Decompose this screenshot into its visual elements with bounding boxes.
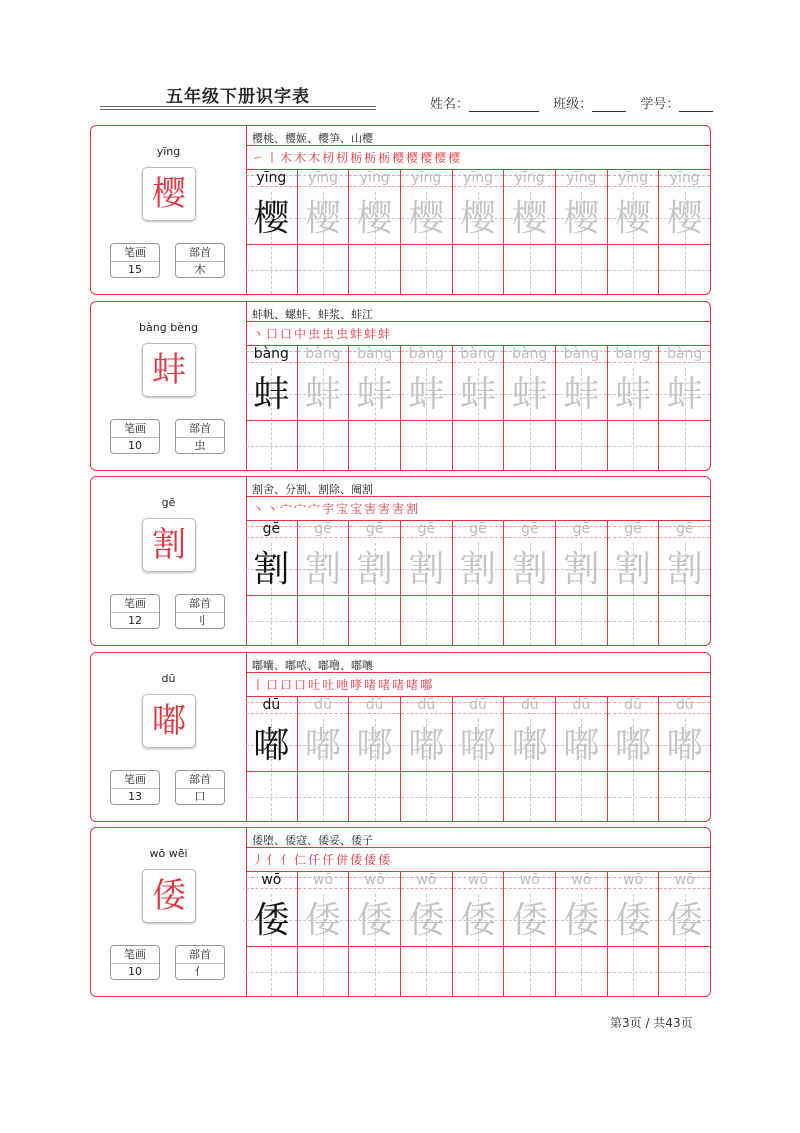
practice-panel bbox=[246, 126, 710, 294]
practice-cell[interactable] bbox=[608, 520, 660, 645]
radical: 部首 刂 bbox=[175, 594, 225, 629]
stroke-step: 丶 bbox=[266, 502, 281, 516]
stroke-count: 笔画 15 bbox=[110, 243, 160, 278]
stroke-step: 哮 bbox=[350, 678, 365, 692]
character-card bbox=[90, 125, 711, 295]
stroke-step: 蚌 bbox=[364, 327, 379, 341]
stroke-step: 宝 bbox=[336, 502, 351, 516]
trace-character: 割 bbox=[408, 549, 445, 590]
practice-cell[interactable] bbox=[504, 520, 556, 645]
character-info-panel bbox=[91, 653, 247, 821]
trace-character: 蚌 bbox=[356, 374, 393, 415]
stroke-step: 宝 bbox=[350, 502, 365, 516]
radical: 部首 虫 bbox=[175, 419, 225, 454]
example-words: 割舍、分割、割除、阉割 bbox=[252, 483, 373, 496]
radical: 部首 口 bbox=[175, 770, 225, 805]
stroke-step: 栃 bbox=[364, 151, 379, 165]
practice-cell[interactable] bbox=[246, 520, 298, 645]
practice-grid bbox=[246, 169, 710, 294]
trace-character: 蚌 bbox=[408, 374, 445, 415]
cell-pinyin: gē bbox=[520, 521, 539, 537]
stroke-order bbox=[252, 325, 392, 342]
practice-cell[interactable] bbox=[659, 696, 710, 821]
student-info bbox=[430, 93, 713, 112]
practice-cell[interactable] bbox=[349, 696, 401, 821]
trace-character: 嘟 bbox=[460, 725, 497, 766]
trace-character: 嘟 bbox=[253, 725, 290, 766]
character-box bbox=[142, 694, 196, 748]
stroke-step: 仟 bbox=[308, 853, 323, 867]
trace-character: 倭 bbox=[356, 900, 393, 941]
stroke-step: 中 bbox=[294, 327, 309, 341]
stroke-step: 啫 bbox=[364, 678, 379, 692]
cell-pinyin: wō bbox=[571, 872, 592, 888]
practice-cell[interactable] bbox=[556, 520, 608, 645]
character-box bbox=[142, 518, 196, 572]
trace-character: 倭 bbox=[460, 900, 497, 941]
trace-character: 嘟 bbox=[511, 725, 548, 766]
trace-character: 蚌 bbox=[305, 374, 342, 415]
practice-grid bbox=[246, 345, 710, 470]
trace-character: 嘟 bbox=[356, 725, 393, 766]
practice-cell[interactable] bbox=[401, 345, 453, 470]
trace-character: 割 bbox=[615, 549, 652, 590]
character-pinyin: dū bbox=[161, 672, 176, 685]
character-pinyin: gē bbox=[161, 496, 176, 509]
practice-cell[interactable] bbox=[298, 169, 350, 294]
cell-pinyin: gē bbox=[572, 521, 591, 537]
stroke-step: 丶 bbox=[252, 502, 267, 516]
cell-pinyin: dū bbox=[469, 697, 487, 713]
trace-character: 樱 bbox=[356, 198, 393, 239]
character-pinyin: yīng bbox=[156, 145, 181, 158]
cell-pinyin: gē bbox=[417, 521, 436, 537]
stroke-step: 倭 bbox=[378, 853, 393, 867]
practice-cell[interactable] bbox=[298, 871, 350, 996]
trace-character: 倭 bbox=[563, 900, 600, 941]
stroke-step: 倭 bbox=[364, 853, 379, 867]
cell-pinyin: wō bbox=[468, 872, 489, 888]
practice-cell[interactable] bbox=[504, 696, 556, 821]
cell-pinyin: wō bbox=[519, 872, 540, 888]
practice-cell[interactable] bbox=[246, 345, 298, 470]
practice-cell[interactable] bbox=[298, 520, 350, 645]
trace-character: 樱 bbox=[666, 198, 703, 239]
cell-pinyin: yīng bbox=[308, 170, 338, 186]
stroke-count: 笔画 12 bbox=[110, 594, 160, 629]
character: 樱 bbox=[152, 174, 186, 214]
stroke-order bbox=[252, 500, 420, 517]
stroke-step: 栃 bbox=[350, 151, 365, 165]
practice-cell[interactable] bbox=[401, 696, 453, 821]
character-card bbox=[90, 301, 711, 471]
cell-pinyin: gē bbox=[262, 521, 281, 537]
id-label: 学号： bbox=[640, 97, 680, 112]
character-box bbox=[142, 869, 196, 923]
practice-cell[interactable] bbox=[401, 520, 453, 645]
name-label: 姓名： bbox=[430, 97, 470, 112]
stroke-step: 害 bbox=[364, 502, 379, 516]
stroke-step: 杒 bbox=[336, 151, 351, 165]
stroke-step: 蚌 bbox=[378, 327, 393, 341]
stroke-step: 樱 bbox=[406, 151, 421, 165]
practice-cell[interactable] bbox=[453, 871, 505, 996]
stroke-step: 吐 bbox=[322, 678, 337, 692]
trace-character: 蚌 bbox=[460, 374, 497, 415]
cell-pinyin: bàng bbox=[460, 346, 496, 362]
cell-pinyin: bàng bbox=[512, 346, 548, 362]
practice-cell[interactable] bbox=[608, 345, 660, 470]
stroke-step: 樱 bbox=[448, 151, 463, 165]
stroke-step: 樱 bbox=[434, 151, 449, 165]
stroke-order bbox=[252, 149, 462, 166]
trace-character: 樱 bbox=[563, 198, 600, 239]
character-card bbox=[90, 652, 711, 822]
trace-character: 嘟 bbox=[305, 725, 342, 766]
stroke-step: 仟 bbox=[322, 853, 337, 867]
character: 嘟 bbox=[152, 701, 186, 741]
stroke-step: 丶 bbox=[252, 327, 267, 341]
practice-cell[interactable] bbox=[246, 871, 298, 996]
cell-pinyin: wō bbox=[416, 872, 437, 888]
trace-character: 樱 bbox=[305, 198, 342, 239]
character-box bbox=[142, 343, 196, 397]
stroke-step: 嘟 bbox=[420, 678, 435, 692]
practice-grid bbox=[246, 520, 710, 645]
example-words: 倭堕、倭寇、倭妥、倭子 bbox=[252, 834, 373, 847]
stroke-step: 口 bbox=[266, 678, 281, 692]
example-words: 蚌帆、螺蚌、蚌浆、蚌江 bbox=[252, 308, 373, 321]
practice-cell[interactable] bbox=[349, 871, 401, 996]
cell-pinyin: dū bbox=[520, 697, 539, 713]
cell-pinyin: yīng bbox=[463, 170, 493, 186]
cell-pinyin: bàng bbox=[563, 346, 599, 362]
trace-character: 蚌 bbox=[615, 374, 652, 415]
practice-cell[interactable] bbox=[453, 169, 505, 294]
example-words: 樱桃、樱姬、樱笋、山樱 bbox=[252, 132, 373, 145]
trace-character: 嘟 bbox=[563, 725, 600, 766]
class-field[interactable] bbox=[592, 97, 626, 112]
stroke-step: 亻 bbox=[266, 853, 281, 867]
trace-character: 倭 bbox=[666, 900, 703, 941]
trace-character: 樱 bbox=[615, 198, 652, 239]
id-field[interactable] bbox=[679, 97, 713, 112]
practice-cell[interactable] bbox=[556, 696, 608, 821]
stroke-step: 杒 bbox=[322, 151, 337, 165]
stroke-step: 虫 bbox=[322, 327, 337, 341]
character-card bbox=[90, 476, 711, 646]
character-card bbox=[90, 827, 711, 997]
stroke-step: 木 bbox=[294, 151, 309, 165]
character-info-panel bbox=[91, 126, 247, 294]
practice-cell[interactable] bbox=[504, 345, 556, 470]
stroke-step: 併 bbox=[336, 853, 351, 867]
practice-cell[interactable] bbox=[453, 345, 505, 470]
cell-pinyin: gē bbox=[314, 521, 332, 537]
trace-character: 蚌 bbox=[563, 374, 600, 415]
cell-pinyin: dū bbox=[572, 697, 591, 713]
practice-grid bbox=[246, 871, 710, 996]
cell-pinyin: yīng bbox=[359, 170, 390, 186]
practice-cell[interactable] bbox=[608, 169, 660, 294]
title-underline-2 bbox=[100, 109, 376, 110]
cell-pinyin: yīng bbox=[669, 170, 700, 186]
cell-pinyin: bàng bbox=[253, 346, 289, 362]
character-info-panel bbox=[91, 828, 247, 996]
trace-character: 樱 bbox=[460, 198, 497, 239]
practice-cell[interactable] bbox=[453, 520, 505, 645]
character-info-panel bbox=[91, 477, 247, 645]
character-pinyin: bàng bèng bbox=[139, 321, 198, 334]
stroke-step: 蚌 bbox=[350, 327, 365, 341]
cell-pinyin: dū bbox=[314, 697, 332, 713]
trace-character: 割 bbox=[563, 549, 600, 590]
stroke-step: 啫 bbox=[406, 678, 421, 692]
cell-pinyin: dū bbox=[675, 697, 694, 713]
cell-pinyin: yīng bbox=[256, 170, 287, 186]
trace-character: 割 bbox=[666, 549, 703, 590]
stroke-step: 宀 bbox=[280, 502, 295, 516]
cell-pinyin: bàng bbox=[305, 346, 341, 362]
stroke-count: 笔画 10 bbox=[110, 945, 160, 980]
practice-cell[interactable] bbox=[246, 169, 298, 294]
stroke-step: 啫 bbox=[378, 678, 393, 692]
practice-grid bbox=[246, 696, 710, 821]
practice-cell[interactable] bbox=[401, 871, 453, 996]
stroke-step: 虫 bbox=[336, 327, 351, 341]
practice-panel bbox=[246, 653, 710, 821]
stroke-step: 害 bbox=[378, 502, 393, 516]
trace-character: 倭 bbox=[615, 900, 652, 941]
stroke-step: 口 bbox=[280, 678, 295, 692]
trace-character: 蚌 bbox=[666, 374, 703, 415]
cell-pinyin: gē bbox=[675, 521, 694, 537]
cell-pinyin: wō bbox=[623, 872, 644, 888]
trace-character: 倭 bbox=[253, 900, 290, 941]
stroke-order bbox=[252, 851, 392, 868]
trace-character: 蚌 bbox=[511, 374, 548, 415]
stroke-step: 木 bbox=[280, 151, 295, 165]
cell-pinyin: wō bbox=[364, 872, 385, 888]
stroke-step: 口 bbox=[266, 327, 281, 341]
cell-pinyin: wō bbox=[261, 872, 282, 888]
practice-cell[interactable] bbox=[349, 520, 401, 645]
practice-cell[interactable] bbox=[298, 345, 350, 470]
stroke-step: 害 bbox=[392, 502, 407, 516]
practice-cell[interactable] bbox=[659, 345, 710, 470]
practice-cell[interactable] bbox=[659, 871, 710, 996]
trace-character: 倭 bbox=[305, 900, 342, 941]
trace-character: 樱 bbox=[511, 198, 548, 239]
stroke-step: 啫 bbox=[392, 678, 407, 692]
trace-character: 嘟 bbox=[408, 725, 445, 766]
stroke-step: 丨 bbox=[252, 678, 267, 692]
practice-cell[interactable] bbox=[556, 345, 608, 470]
cell-pinyin: gē bbox=[624, 521, 642, 537]
trace-character: 割 bbox=[253, 549, 290, 590]
character-box bbox=[142, 167, 196, 221]
trace-character: 嘟 bbox=[666, 725, 703, 766]
practice-cell[interactable] bbox=[556, 169, 608, 294]
character-info-panel bbox=[91, 302, 247, 470]
stroke-step: 割 bbox=[406, 502, 421, 516]
stroke-step: 口 bbox=[294, 678, 309, 692]
cell-pinyin: bàng bbox=[408, 346, 444, 362]
stroke-step: 宀 bbox=[294, 502, 309, 516]
cell-pinyin: gē bbox=[365, 521, 384, 537]
radical: 部首 木 bbox=[175, 243, 225, 278]
name-field[interactable] bbox=[469, 97, 539, 112]
cell-pinyin: dū bbox=[365, 697, 384, 713]
cell-pinyin: yīng bbox=[514, 170, 545, 186]
stroke-step: 木 bbox=[308, 151, 323, 165]
character: 倭 bbox=[152, 876, 186, 916]
radical: 部首 亻 bbox=[175, 945, 225, 980]
cell-pinyin: bàng bbox=[357, 346, 393, 362]
stroke-step: 宇 bbox=[322, 502, 337, 516]
cell-pinyin: yīng bbox=[411, 170, 442, 186]
practice-cell[interactable] bbox=[504, 169, 556, 294]
example-words: 嘟囔、嘟哝、嘟噜、嘟嚷 bbox=[252, 659, 373, 672]
stroke-step: ㇀ bbox=[252, 151, 267, 165]
stroke-step: 倭 bbox=[350, 853, 365, 867]
practice-cell[interactable] bbox=[608, 696, 660, 821]
page-number: 第3页 / 共43页 bbox=[610, 1016, 693, 1030]
stroke-step: ㇑ bbox=[266, 151, 281, 165]
cell-pinyin: bàng bbox=[615, 346, 651, 362]
stroke-step: 樱 bbox=[392, 151, 407, 165]
stroke-count: 笔画 10 bbox=[110, 419, 160, 454]
practice-cell[interactable] bbox=[659, 520, 710, 645]
trace-character: 割 bbox=[460, 549, 497, 590]
practice-cell[interactable] bbox=[349, 345, 401, 470]
stroke-step: 虫 bbox=[308, 327, 323, 341]
trace-character: 割 bbox=[511, 549, 548, 590]
trace-character: 倭 bbox=[511, 900, 548, 941]
practice-cell[interactable] bbox=[349, 169, 401, 294]
practice-cell[interactable] bbox=[504, 871, 556, 996]
trace-character: 倭 bbox=[408, 900, 445, 941]
practice-cell[interactable] bbox=[246, 696, 298, 821]
practice-cell[interactable] bbox=[556, 871, 608, 996]
stroke-count: 笔画 13 bbox=[110, 770, 160, 805]
stroke-step: 吔 bbox=[336, 678, 351, 692]
character-pinyin: wō wēi bbox=[149, 847, 188, 860]
page-title: 五年级下册识字表 bbox=[166, 87, 310, 107]
stroke-step: 栃 bbox=[378, 151, 393, 165]
cell-pinyin: yīng bbox=[618, 170, 648, 186]
stroke-order bbox=[252, 676, 434, 693]
trace-character: 嘟 bbox=[615, 725, 652, 766]
trace-character: 蚌 bbox=[253, 374, 290, 415]
stroke-step: 吐 bbox=[308, 678, 323, 692]
title-underline bbox=[100, 106, 376, 107]
practice-cell[interactable] bbox=[401, 169, 453, 294]
practice-cell[interactable] bbox=[659, 169, 710, 294]
practice-panel bbox=[246, 828, 710, 996]
cell-pinyin: yīng bbox=[566, 170, 597, 186]
practice-cell[interactable] bbox=[298, 696, 350, 821]
cell-pinyin: dū bbox=[262, 697, 281, 713]
stroke-step: 仁 bbox=[294, 853, 309, 867]
cell-pinyin: wō bbox=[674, 872, 695, 888]
stroke-step: 宀 bbox=[308, 502, 323, 516]
cell-pinyin: bàng bbox=[667, 346, 703, 362]
character: 蚌 bbox=[152, 350, 186, 390]
class-label: 班级： bbox=[553, 97, 593, 112]
cell-pinyin: gē bbox=[469, 521, 487, 537]
practice-panel bbox=[246, 477, 710, 645]
practice-panel bbox=[246, 302, 710, 470]
cell-pinyin: dū bbox=[417, 697, 436, 713]
stroke-step: 亻 bbox=[280, 853, 295, 867]
stroke-step: 丿 bbox=[252, 853, 267, 867]
practice-cell[interactable] bbox=[608, 871, 660, 996]
stroke-step: 樱 bbox=[420, 151, 435, 165]
character: 割 bbox=[152, 525, 186, 565]
trace-character: 割 bbox=[356, 549, 393, 590]
cell-pinyin: dū bbox=[624, 697, 642, 713]
trace-character: 樱 bbox=[408, 198, 445, 239]
stroke-step: 口 bbox=[280, 327, 295, 341]
trace-character: 樱 bbox=[253, 198, 290, 239]
practice-cell[interactable] bbox=[453, 696, 505, 821]
cell-pinyin: wō bbox=[313, 872, 334, 888]
trace-character: 割 bbox=[305, 549, 342, 590]
